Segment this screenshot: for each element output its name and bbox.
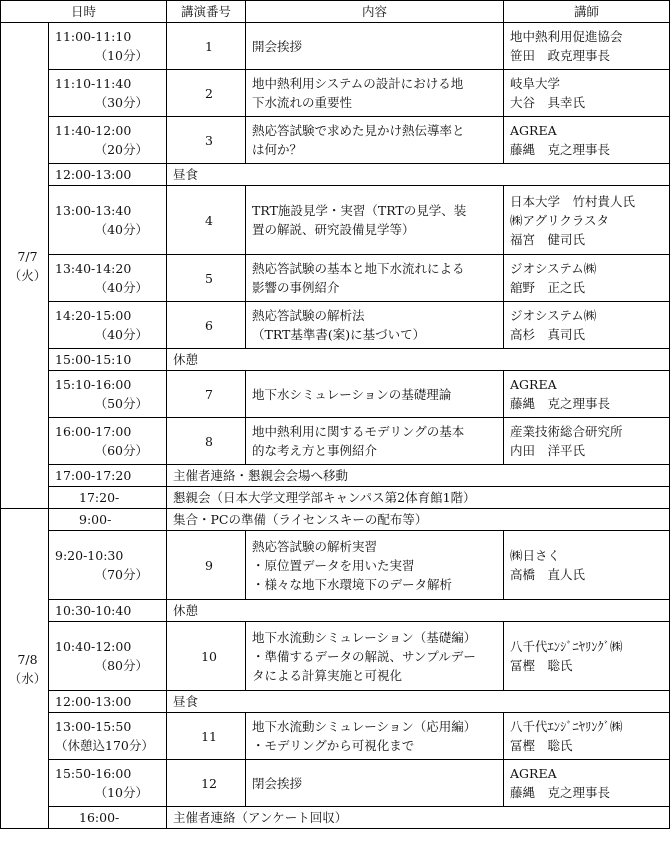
talk-number: 8	[167, 418, 246, 465]
talk-content	[246, 531, 504, 600]
lecturer-line: 八千代ｴﾝｼﾞﾆﾔﾘﾝｸﾞ㈱	[510, 719, 623, 734]
talk-number: 4	[167, 186, 246, 255]
time-cell	[49, 760, 167, 807]
break-label: 昼食	[167, 164, 670, 186]
duration: （40分）	[94, 222, 149, 237]
header-content: 内容	[246, 1, 504, 23]
lecturer-line: 笹田 政克理事長	[510, 48, 611, 63]
content-line: 的な考え方と事例紹介	[252, 443, 378, 458]
time-range: 9:20-10:30	[55, 548, 124, 563]
lecturer-line: ジオシステム㈱	[510, 261, 597, 276]
lecturer-line: 内田 洋平氏	[510, 443, 586, 458]
time-range: 10:30-10:40	[55, 603, 132, 618]
lecturer-line: 地中熱利用促進協会	[510, 29, 623, 44]
time-cell	[49, 117, 167, 164]
break-row	[1, 349, 670, 371]
time-cell	[49, 186, 167, 255]
break-label: 集合・PCの準備（ライセンスキーの配布等）	[167, 509, 670, 531]
header-lecturer: 講師	[504, 1, 670, 23]
time-range: 9:00-	[79, 512, 112, 527]
time-cell	[49, 622, 167, 691]
session-row	[1, 23, 670, 70]
content-line: 熱応答試験の解析実習	[252, 538, 378, 554]
time-cell	[49, 164, 167, 186]
content-line: 熱応答試験の解析法	[252, 308, 365, 323]
lecturer-line: 高杉 真司氏	[510, 327, 586, 342]
time-range: 10:40-12:00	[55, 639, 132, 654]
content-line: （TRT基準書(案)に基づいて）	[252, 327, 426, 342]
duration: （10分）	[94, 785, 149, 800]
time-range: 17:20-	[79, 490, 120, 505]
talk-content	[246, 70, 504, 117]
talk-content	[246, 622, 504, 691]
lecturer	[504, 117, 670, 164]
duration: （40分）	[94, 280, 149, 295]
time-range: 11:10-11:40	[55, 76, 132, 91]
header-row	[1, 1, 670, 23]
time-cell	[49, 349, 167, 371]
time-cell	[49, 713, 167, 760]
content-line: ・モデリングから可視化まで	[252, 738, 415, 753]
time-range: 17:00-17:20	[55, 468, 132, 483]
lecturer-line: 冨樫 聡氏	[510, 738, 573, 753]
time-range: 13:00-13:40	[55, 203, 132, 218]
session-row	[1, 117, 670, 164]
talk-content	[246, 302, 504, 349]
day-weekday: （水）	[8, 670, 47, 686]
lecturer-line: 八千代ｴﾝｼﾞﾆﾔﾘﾝｸﾞ㈱	[510, 639, 623, 654]
day-date: 7/8	[17, 651, 38, 667]
lecturer-line: 福宮 健司氏	[510, 231, 586, 247]
day-cell	[1, 509, 49, 829]
break-row	[1, 509, 670, 531]
talk-number: 2	[167, 70, 246, 117]
day-weekday: （火）	[8, 267, 47, 283]
session-row	[1, 302, 670, 349]
lecturer-line: 日本大学 竹村貴人氏	[510, 193, 636, 209]
lecturer	[504, 186, 670, 255]
content-line: タによる計算実施と可視化	[252, 667, 403, 683]
content-line: TRT施設見学・実習（TRTの見学、装	[252, 203, 467, 218]
break-label: 昼食	[167, 691, 670, 713]
lecturer-line: ㈱アグリクラスタ	[510, 212, 610, 228]
time-cell	[49, 255, 167, 302]
lecturer	[504, 302, 670, 349]
duration: （80分）	[94, 658, 149, 673]
talk-number: 6	[167, 302, 246, 349]
talk-content	[246, 255, 504, 302]
time-range: 11:00-11:10	[55, 29, 132, 44]
lecturer	[504, 371, 670, 418]
duration: （10分）	[94, 48, 149, 63]
time-cell	[49, 371, 167, 418]
talk-number: 11	[167, 713, 246, 760]
break-row	[1, 600, 670, 622]
lecturer-line: AGREA	[510, 766, 557, 781]
time-range: 12:00-13:00	[55, 167, 132, 182]
lecturer	[504, 760, 670, 807]
talk-content	[246, 418, 504, 465]
lecturer-line: 岐阜大学	[510, 76, 561, 91]
duration: （30分）	[94, 95, 149, 110]
content-line: 影響の事例紹介	[252, 280, 340, 295]
session-row	[1, 622, 670, 691]
content-line: ・様々な地下水環境下のデータ解析	[252, 576, 453, 592]
duration: （40分）	[94, 327, 149, 342]
lecturer-line: AGREA	[510, 377, 557, 392]
lecturer-line: 冨樫 聡氏	[510, 658, 573, 673]
content-line: 地中熱利用システムの設計における地	[252, 76, 464, 91]
content-line: 地下水流動シミュレーション（基礎編）	[252, 629, 477, 645]
talk-number: 12	[167, 760, 246, 807]
break-label: 懇親会（日本大学文理学部キャンパス第2体育館1階）	[167, 487, 670, 509]
session-row	[1, 371, 670, 418]
session-row	[1, 760, 670, 807]
content-line: 開会挨拶	[252, 38, 303, 54]
time-range: 15:10-16:00	[55, 377, 132, 392]
content-line: は何か？	[252, 142, 303, 157]
time-range: 14:20-15:00	[55, 308, 132, 323]
time-range: 12:00-13:00	[55, 694, 132, 709]
talk-number: 9	[167, 531, 246, 600]
time-range: 16:00-17:00	[55, 424, 132, 439]
lecturer-line: 産業技術総合研究所	[510, 424, 623, 439]
time-cell	[49, 691, 167, 713]
duration: （20分）	[94, 142, 149, 157]
session-row	[1, 70, 670, 117]
talk-content	[246, 117, 504, 164]
content-line: 置の解説、研究設備見学等）	[252, 222, 415, 237]
break-label: 主催者連絡・懇親会会場へ移動	[167, 465, 670, 487]
content-line: 熱応答試験で求めた見かけ熱伝導率と	[252, 123, 465, 138]
content-line: ・原位置データを用いた実習	[252, 557, 415, 573]
time-cell	[49, 418, 167, 465]
lecturer	[504, 622, 670, 691]
duration: （60分）	[94, 443, 149, 458]
content-line: 地下水流動シミュレーション（応用編）	[252, 719, 477, 734]
break-label: 主催者連絡（アンケート回収）	[167, 807, 670, 829]
lecturer-line: 高橋 直人氏	[510, 567, 586, 582]
time-cell	[49, 302, 167, 349]
lecturer-line: 藤縄 克之理事長	[510, 142, 611, 157]
time-cell	[49, 23, 167, 70]
schedule-body	[1, 23, 670, 829]
time-range: 13:40-14:20	[55, 261, 132, 276]
time-cell	[49, 70, 167, 117]
talk-number: 5	[167, 255, 246, 302]
talk-content	[246, 713, 504, 760]
time-cell	[49, 600, 167, 622]
lecturer-line: ㈱日さく	[510, 548, 561, 563]
break-row	[1, 807, 670, 829]
time-cell	[49, 509, 167, 531]
lecturer	[504, 418, 670, 465]
time-range: 13:00-15:50	[55, 719, 132, 734]
break-label: 休憩	[167, 600, 670, 622]
lecturer-line: 藤縄 克之理事長	[510, 396, 611, 411]
lecturer	[504, 23, 670, 70]
time-range: 15:50-16:00	[55, 766, 132, 781]
content-line: 熱応答試験の基本と地下水流れによる	[252, 261, 465, 276]
session-row	[1, 255, 670, 302]
time-cell	[49, 487, 167, 509]
session-row	[1, 713, 670, 760]
break-row	[1, 487, 670, 509]
content-line: 地中熱利用に関するモデリングの基本	[252, 424, 465, 439]
session-row	[1, 418, 670, 465]
lecturer-line: 藤縄 克之理事長	[510, 785, 611, 800]
content-line: 下水流れの重要性	[252, 95, 353, 110]
time-cell	[49, 465, 167, 487]
lecturer-line: 舘野 正之氏	[510, 280, 586, 295]
lecturer	[504, 70, 670, 117]
talk-number: 10	[167, 622, 246, 691]
break-label: 休憩	[167, 349, 670, 371]
content-line: ・準備するデータの解説、サンプルデー	[252, 648, 476, 664]
session-row	[1, 186, 670, 255]
lecturer-line: AGREA	[510, 123, 557, 138]
break-row	[1, 164, 670, 186]
break-row	[1, 465, 670, 487]
time-range: 15:00-15:10	[55, 352, 132, 367]
talk-content	[246, 186, 504, 255]
duration: （70分）	[94, 567, 149, 582]
duration: （50分）	[94, 396, 149, 411]
lecturer-line: 大谷 具幸氏	[510, 95, 586, 110]
talk-number: 1	[167, 23, 246, 70]
lecturer	[504, 255, 670, 302]
talk-content	[246, 760, 504, 807]
day-date: 7/7	[17, 248, 38, 264]
content-line: 閉会挨拶	[252, 775, 303, 791]
lecturer	[504, 531, 670, 600]
session-row	[1, 531, 670, 600]
duration: （休憩込170分）	[55, 738, 154, 753]
header-date: 日時	[1, 1, 167, 23]
talk-number: 7	[167, 371, 246, 418]
lecturer	[504, 713, 670, 760]
talk-content	[246, 23, 504, 70]
time-range: 11:40-12:00	[55, 123, 132, 138]
content-line: 地下水シミュレーションの基礎理論	[252, 386, 452, 402]
time-cell	[49, 807, 167, 829]
time-cell	[49, 531, 167, 600]
time-range: 16:00-	[79, 810, 120, 825]
day-cell	[1, 23, 49, 509]
header-number: 講演番号	[167, 1, 246, 23]
talk-content	[246, 371, 504, 418]
lecturer-line: ジオシステム㈱	[510, 308, 597, 323]
break-row	[1, 691, 670, 713]
talk-number: 3	[167, 117, 246, 164]
